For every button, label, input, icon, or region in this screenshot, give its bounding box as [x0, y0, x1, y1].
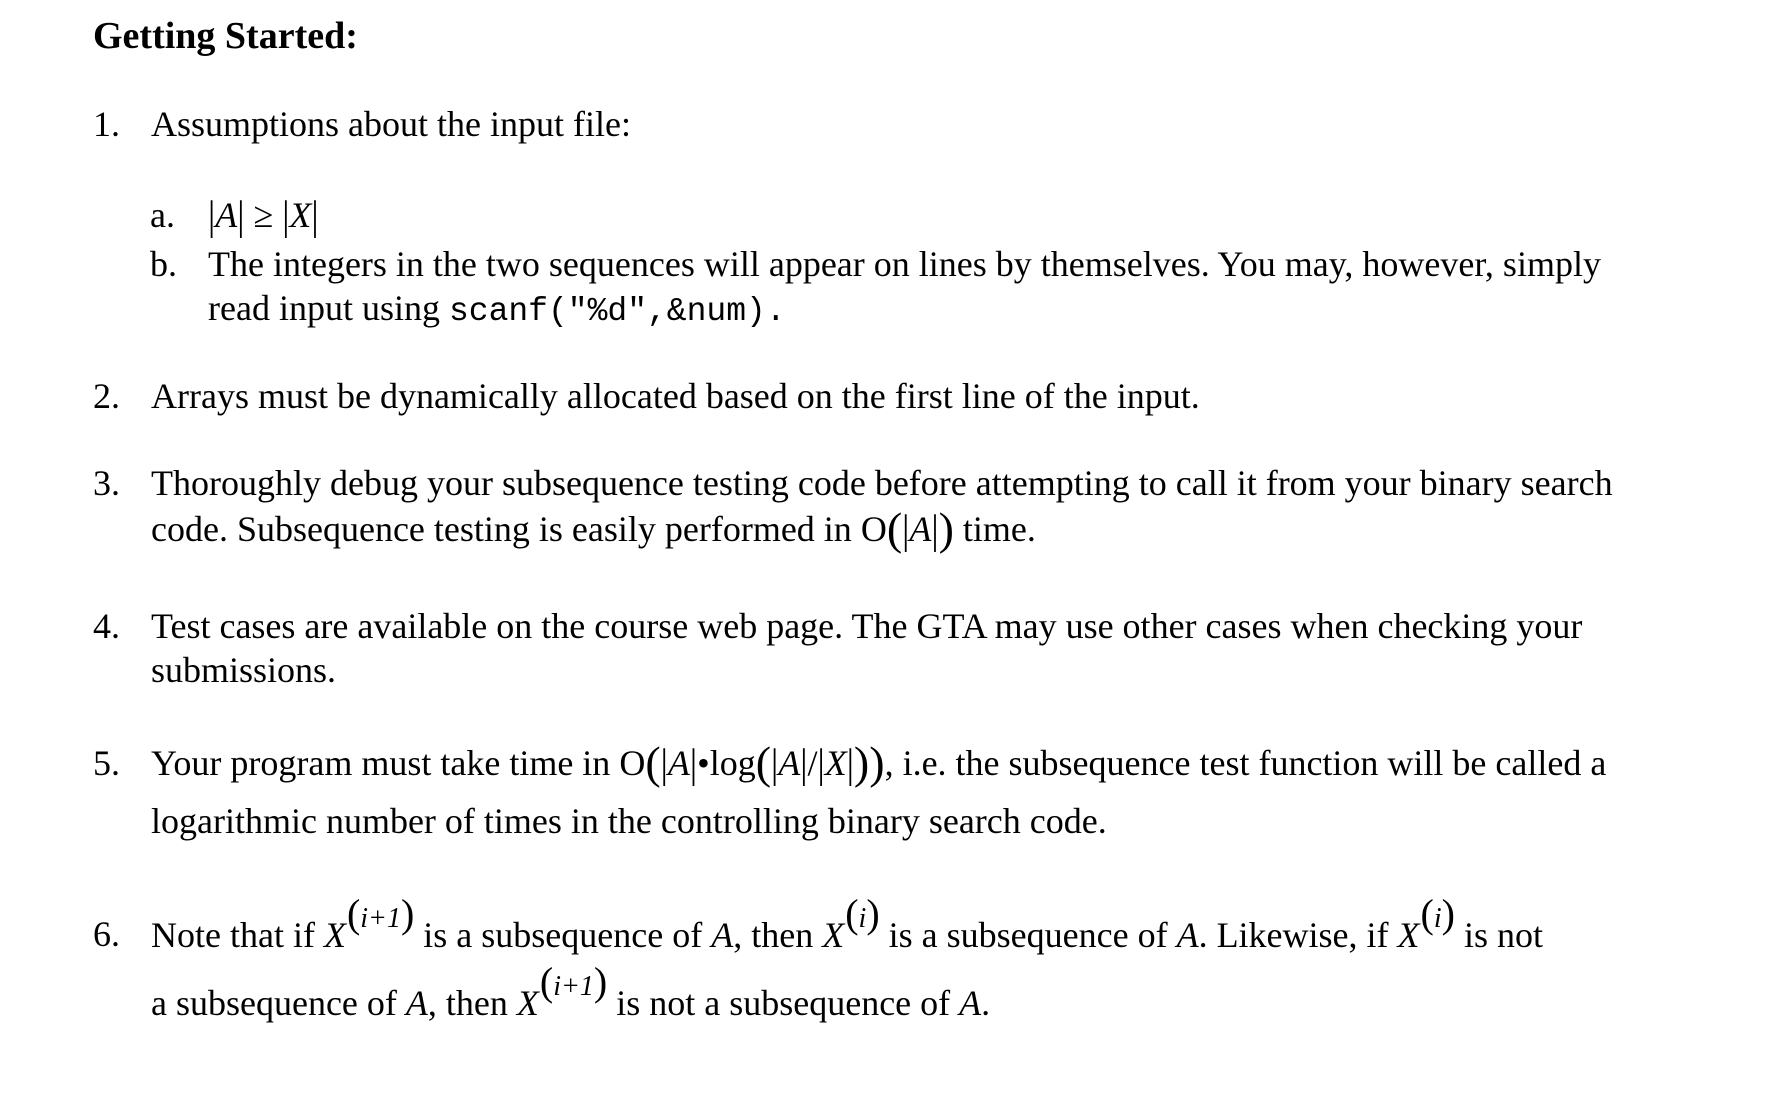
- list-number: 1.: [93, 104, 120, 144]
- item-text-line-1: Test cases are available on the course web page. The GTA may use other cases when checking your: [151, 606, 1583, 646]
- sub-label: a.: [150, 195, 175, 235]
- text: a subsequence of: [151, 983, 406, 1023]
- item-text-line-1: Your program must take time in O(|A|•log(|A|/|X|)), i.e. the subsequence test function will be called a: [151, 737, 1607, 788]
- math-var-X: X: [822, 915, 845, 955]
- item-text: Assumptions about the input file:: [151, 104, 631, 144]
- superscript: i+1: [553, 971, 594, 1002]
- math-var-X: X: [1397, 915, 1420, 955]
- list-number: 6.: [93, 914, 120, 954]
- math-var-A: A: [1176, 915, 1199, 955]
- item-text-line-1: The integers in the two sequences will appear on lines by themselves. You may, however, simply: [208, 244, 1601, 284]
- text: read input using: [208, 288, 449, 328]
- math-slash: /: [807, 743, 818, 783]
- superscript: i: [858, 903, 867, 934]
- text: is a subsequence of: [414, 915, 712, 955]
- math-dot: •: [697, 743, 710, 783]
- item-text-line-2: code. Subsequence testing is easily performed in O(|A|) time.: [151, 503, 1036, 554]
- text: , then: [733, 915, 823, 955]
- text: Note that if: [151, 915, 324, 955]
- code-snippet: scanf("%d",&num): [448, 293, 766, 330]
- item-text-line-2: submissions.: [151, 650, 337, 690]
- math-var-A: A: [667, 743, 690, 783]
- superscript: i+1: [360, 903, 401, 934]
- item-text-line-1: Note that if $X^{(i+1)}$ is a subsequence of A, then $X^{(i)}$ is a subsequence of A. Likewise, if $X^{(i)}$ is not: [151, 891, 1543, 955]
- text: .: [765, 293, 786, 330]
- item-text: Arrays must be dynamically allocated based on the first line of the input.: [151, 376, 1200, 416]
- math-var-X: X: [289, 195, 312, 235]
- math-var-A: A: [959, 983, 982, 1023]
- math-O: O: [619, 743, 646, 783]
- list-number: 2.: [93, 376, 120, 416]
- text: , i.e. the subsequence test function will be called a: [884, 743, 1607, 783]
- math-var-X: X: [323, 915, 346, 955]
- math-var-A: A: [711, 915, 734, 955]
- text: time.: [953, 509, 1036, 549]
- text: .: [981, 983, 991, 1023]
- math-var-A: A: [909, 509, 932, 549]
- text: , then: [427, 983, 517, 1023]
- math-ge: ≥: [253, 195, 274, 235]
- math-expression: |A| ≥ |X|: [208, 192, 319, 238]
- text: Your program must take time in: [151, 743, 620, 783]
- list-number: 4.: [93, 606, 120, 646]
- math-var-A: A: [778, 743, 801, 783]
- item-text-line-2: logarithmic number of times in the controlling binary search code.: [151, 801, 1107, 841]
- text: . Likewise, if: [1198, 915, 1398, 955]
- math-log: log: [709, 743, 756, 783]
- math-var-X: X: [516, 983, 539, 1023]
- text: is a subsequence of: [879, 915, 1177, 955]
- list-number: 5.: [93, 743, 120, 783]
- item-text-line-2: [208, 286, 786, 334]
- math-O: O: [860, 509, 887, 549]
- math-var-A: A: [405, 983, 428, 1023]
- text: code. Subsequence testing is easily performed in: [151, 509, 861, 549]
- list-number: 3.: [93, 463, 120, 503]
- sub-label: b.: [150, 244, 177, 284]
- text: is not: [1454, 915, 1543, 955]
- section-heading: Getting Started:: [93, 15, 358, 57]
- superscript: i: [1433, 903, 1442, 934]
- item-text-line-1: Thoroughly debug your subsequence testing code before attempting to call it from your binary search: [151, 463, 1613, 503]
- item-text-line-2: a subsequence of A, then $X^{(i+1)}$ is not a subsequence of A.: [151, 959, 991, 1023]
- math-var-A: A: [215, 195, 238, 235]
- math-var-X: X: [824, 743, 847, 783]
- text: is not a subsequence of: [607, 983, 960, 1023]
